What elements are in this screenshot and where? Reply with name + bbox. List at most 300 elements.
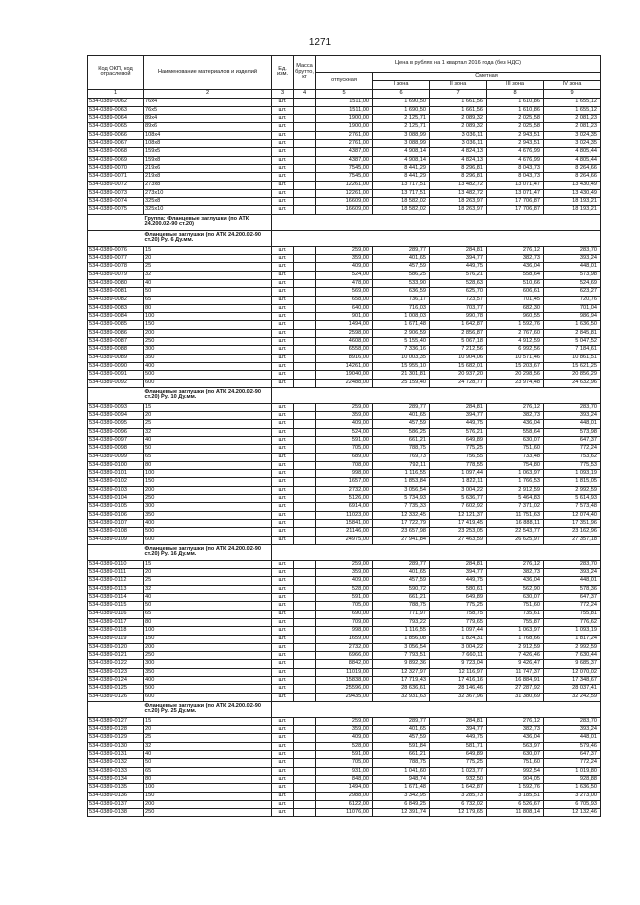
code-cell: 534-0389-0091 [88, 371, 144, 379]
unit-cell: шт. [272, 362, 294, 370]
zone1-price-cell: 586,25 [373, 428, 430, 436]
release-price-cell: 1900,00 [316, 123, 373, 131]
zone2-price-cell: 5 636,77 [430, 495, 487, 503]
unit-cell: шт. [272, 511, 294, 519]
zone2-price-cell: 649,89 [430, 751, 487, 759]
zone1-price-cell: 788,75 [373, 602, 430, 610]
code-cell: 534-0389-0130 [88, 742, 144, 750]
release-price-cell: 259,00 [316, 246, 373, 254]
zone2-price-cell: 778,55 [430, 461, 487, 469]
zone4-price-cell: 578,36 [544, 585, 601, 593]
code-cell: 534-0389-0082 [88, 296, 144, 304]
zone3-price-cell: 558,64 [487, 428, 544, 436]
release-price-cell: 1494,00 [316, 784, 373, 792]
name-cell: 40 [144, 436, 272, 444]
zone4-price-cell: 17 348,67 [544, 677, 601, 685]
table-row [88, 164, 601, 172]
name-cell: 50 [144, 759, 272, 767]
zone2-price-cell: 775,25 [430, 759, 487, 767]
unit-cell: шт. [272, 560, 294, 568]
zone4-price-cell: 20 856,29 [544, 371, 601, 379]
table-row [88, 751, 601, 759]
zone4-price-cell: 1 655,12 [544, 98, 601, 106]
mass-cell [294, 685, 316, 693]
unit-cell: шт. [272, 296, 294, 304]
zone4-price-cell: 18 193,21 [544, 198, 601, 206]
code-cell: 534-0389-0124 [88, 677, 144, 685]
name-cell: 250 [144, 809, 272, 817]
code-cell: 534-0389-0105 [88, 503, 144, 511]
zone1-price-cell: 2 125,71 [373, 123, 430, 131]
name-cell: 219х6 [144, 164, 272, 172]
zone4-price-cell: 10 861,51 [544, 354, 601, 362]
zone1-price-cell: 6 849,25 [373, 800, 430, 808]
mass-cell [294, 511, 316, 519]
zone4-price-cell: 12 070,02 [544, 668, 601, 676]
column-numbers-row [88, 89, 601, 98]
zone2-price-cell: 580,61 [430, 585, 487, 593]
section-code-cell [88, 701, 144, 717]
unit-cell: шт. [272, 279, 294, 287]
zone2-price-cell: 284,81 [430, 403, 487, 411]
release-price-cell: 11076,00 [316, 809, 373, 817]
zone1-price-cell: 8 441,29 [373, 164, 430, 172]
name-cell: 65 [144, 610, 272, 618]
unit-cell: шт. [272, 602, 294, 610]
mass-cell [294, 173, 316, 181]
zone4-price-cell: 2 845,81 [544, 329, 601, 337]
code-cell: 534-0389-0069 [88, 156, 144, 164]
section-code-cell [88, 230, 144, 246]
name-cell: 89х6 [144, 123, 272, 131]
unit-cell: шт. [272, 569, 294, 577]
table-row [88, 627, 601, 635]
zone4-price-cell: 7 573,48 [544, 503, 601, 511]
mass-cell [294, 131, 316, 139]
zone3-price-cell: 436,04 [487, 577, 544, 585]
zone1-price-cell: 289,77 [373, 560, 430, 568]
release-price-cell: 6966,00 [316, 652, 373, 660]
zone1-price-cell: 23 657,98 [373, 528, 430, 536]
code-cell: 534-0389-0074 [88, 198, 144, 206]
header-estimate: Сметная [373, 73, 601, 81]
table-row [88, 403, 601, 411]
table-row [88, 560, 601, 568]
release-price-cell: 2732,00 [316, 486, 373, 494]
table-row [88, 800, 601, 808]
zone3-price-cell: 16 884,91 [487, 677, 544, 685]
zone4-price-cell: 7 630,44 [544, 652, 601, 660]
zone4-price-cell: 13 430,49 [544, 189, 601, 197]
name-cell: 50 [144, 445, 272, 453]
code-cell: 534-0389-0136 [88, 792, 144, 800]
zone4-price-cell: 3 024,35 [544, 131, 601, 139]
code-cell: 534-0389-0063 [88, 106, 144, 114]
unit-cell: шт. [272, 478, 294, 486]
table-row [88, 775, 601, 783]
release-price-cell: 259,00 [316, 403, 373, 411]
unit-cell: шт. [272, 321, 294, 329]
table-row [88, 677, 601, 685]
zone3-price-cell: 682,30 [487, 304, 544, 312]
table-row [88, 189, 601, 197]
zone1-price-cell: 948,74 [373, 775, 430, 783]
mass-cell [294, 445, 316, 453]
name-cell: 250 [144, 495, 272, 503]
zone2-price-cell: 17 419,45 [430, 519, 487, 527]
zone3-price-cell: 20 298,56 [487, 371, 544, 379]
unit-cell: шт. [272, 759, 294, 767]
unit-cell: шт. [272, 148, 294, 156]
zone3-price-cell: 1 766,53 [487, 478, 544, 486]
unit-cell: шт. [272, 470, 294, 478]
zone1-price-cell: 636,59 [373, 288, 430, 296]
zone4-price-cell: 448,01 [544, 263, 601, 271]
zone4-price-cell: 1 093,19 [544, 627, 601, 635]
zone3-price-cell: 436,04 [487, 263, 544, 271]
zone4-price-cell: 12 074,40 [544, 511, 601, 519]
table-row [88, 585, 601, 593]
zone4-price-cell: 4 805,44 [544, 156, 601, 164]
header-zone-1: I зона [373, 81, 430, 89]
zone1-price-cell: 4 908,14 [373, 156, 430, 164]
mass-cell [294, 453, 316, 461]
unit-cell: шт. [272, 627, 294, 635]
release-price-cell: 1659,00 [316, 635, 373, 643]
unit-cell: шт. [272, 379, 294, 387]
unit-cell: шт. [272, 255, 294, 263]
mass-cell [294, 338, 316, 346]
release-price-cell: 1657,00 [316, 478, 373, 486]
unit-cell: шт. [272, 800, 294, 808]
mass-cell [294, 717, 316, 725]
zone2-price-cell: 4 824,13 [430, 156, 487, 164]
zone1-price-cell: 15 955,10 [373, 362, 430, 370]
name-cell: 65 [144, 767, 272, 775]
zone2-price-cell: 27 463,59 [430, 536, 487, 544]
mass-cell [294, 528, 316, 536]
name-cell: 40 [144, 751, 272, 759]
table-row [88, 279, 601, 287]
section-code-cell [88, 387, 144, 403]
zone4-price-cell: 3 273,00 [544, 792, 601, 800]
name-cell: 15 [144, 246, 272, 254]
column-number: 3 [272, 89, 294, 98]
table-row [88, 304, 601, 312]
zone2-price-cell: 1 097,44 [430, 470, 487, 478]
section-header-row [88, 387, 601, 403]
table-row [88, 181, 601, 189]
release-price-cell: 11023,00 [316, 511, 373, 519]
unit-cell: шт. [272, 660, 294, 668]
zone2-price-cell: 394,77 [430, 726, 487, 734]
section-title: Фланцевые заглушки (по АТК 24.200.02-90 ст.20) Ру. 10 Ду.мм. [144, 387, 272, 403]
zone4-price-cell: 647,37 [544, 594, 601, 602]
zone1-price-cell: 769,73 [373, 453, 430, 461]
header-price-title: Цена в рублях на 1 квартал 2016 года (без НДС) [316, 56, 601, 73]
zone4-price-cell: 17 351,96 [544, 519, 601, 527]
zone2-price-cell: 394,77 [430, 569, 487, 577]
release-price-cell: 19040,00 [316, 371, 373, 379]
release-price-cell: 409,00 [316, 263, 373, 271]
code-cell: 534-0389-0095 [88, 420, 144, 428]
column-number: 6 [373, 89, 430, 98]
table-row [88, 453, 601, 461]
name-cell: 150 [144, 321, 272, 329]
code-cell: 534-0389-0068 [88, 148, 144, 156]
zone2-price-cell: 3 036,11 [430, 131, 487, 139]
unit-cell: шт. [272, 140, 294, 148]
unit-cell: шт. [272, 123, 294, 131]
code-cell: 534-0389-0084 [88, 313, 144, 321]
mass-cell [294, 767, 316, 775]
zone4-price-cell: 283,70 [544, 403, 601, 411]
zone3-price-cell: 563,97 [487, 742, 544, 750]
code-cell: 534-0389-0098 [88, 445, 144, 453]
zone4-price-cell: 928,88 [544, 775, 601, 783]
zone3-price-cell: 382,73 [487, 255, 544, 263]
unit-cell: шт. [272, 594, 294, 602]
zone3-price-cell: 22 543,77 [487, 528, 544, 536]
unit-cell: шт. [272, 519, 294, 527]
release-price-cell: 848,00 [316, 775, 373, 783]
name-cell: 32 [144, 742, 272, 750]
zone3-price-cell: 17 706,87 [487, 198, 544, 206]
header-code: Код ОКП, код отраслевой [88, 56, 144, 90]
zone2-price-cell: 18 263,97 [430, 206, 487, 214]
zone4-price-cell: 775,53 [544, 461, 601, 469]
name-cell: 600 [144, 693, 272, 701]
section-empty-cell [272, 544, 601, 560]
code-cell: 534-0389-0133 [88, 767, 144, 775]
zone1-price-cell: 10 003,35 [373, 354, 430, 362]
zone3-price-cell: 992,54 [487, 767, 544, 775]
zone4-price-cell: 283,70 [544, 246, 601, 254]
name-cell: 300 [144, 346, 272, 354]
zone4-price-cell: 986,94 [544, 313, 601, 321]
zone2-price-cell: 449,75 [430, 420, 487, 428]
name-cell: 350 [144, 354, 272, 362]
mass-cell [294, 759, 316, 767]
name-cell: 500 [144, 528, 272, 536]
name-cell: 150 [144, 635, 272, 643]
zone4-price-cell: 448,01 [544, 734, 601, 742]
zone2-price-cell: 7 602,92 [430, 503, 487, 511]
release-price-cell: 705,00 [316, 759, 373, 767]
mass-cell [294, 742, 316, 750]
zone1-price-cell: 3 088,99 [373, 140, 430, 148]
mass-cell [294, 809, 316, 817]
code-cell: 534-0389-0065 [88, 123, 144, 131]
mass-cell [294, 594, 316, 602]
table-row [88, 685, 601, 693]
code-cell: 534-0389-0102 [88, 478, 144, 486]
zone3-price-cell: 276,12 [487, 717, 544, 725]
column-number: 9 [544, 89, 601, 98]
zone3-price-cell: 754,80 [487, 461, 544, 469]
zone3-price-cell: 751,60 [487, 759, 544, 767]
release-price-cell: 2761,00 [316, 140, 373, 148]
zone3-price-cell: 9 426,47 [487, 660, 544, 668]
zone1-price-cell: 590,72 [373, 585, 430, 593]
zone1-price-cell: 18 582,02 [373, 198, 430, 206]
zone2-price-cell: 3 004,22 [430, 486, 487, 494]
table-row [88, 445, 601, 453]
zone4-price-cell: 755,81 [544, 610, 601, 618]
zone1-price-cell: 788,75 [373, 759, 430, 767]
name-cell: 108х4 [144, 131, 272, 139]
table-row [88, 412, 601, 420]
mass-cell [294, 329, 316, 337]
zone4-price-cell: 647,37 [544, 751, 601, 759]
mass-cell [294, 140, 316, 148]
zone1-price-cell: 1 116,55 [373, 470, 430, 478]
release-price-cell: 15838,00 [316, 677, 373, 685]
mass-cell [294, 660, 316, 668]
zone3-price-cell: 558,64 [487, 271, 544, 279]
zone2-price-cell: 1 097,44 [430, 627, 487, 635]
table-row [88, 313, 601, 321]
code-cell: 534-0389-0111 [88, 569, 144, 577]
mass-cell [294, 156, 316, 164]
unit-cell: шт. [272, 371, 294, 379]
zone2-price-cell: 9 723,04 [430, 660, 487, 668]
unit-cell: шт. [272, 668, 294, 676]
name-cell: 200 [144, 486, 272, 494]
mass-cell [294, 602, 316, 610]
unit-cell: шт. [272, 577, 294, 585]
section-title: Группа: Фланцевые заглушки (по АТК 24.200.02-90 ст.20) [144, 214, 272, 230]
unit-cell: шт. [272, 461, 294, 469]
column-number: 8 [487, 89, 544, 98]
unit-cell: шт. [272, 156, 294, 164]
header-zone-3: III зона [487, 81, 544, 89]
mass-cell [294, 577, 316, 585]
zone4-price-cell: 23 162,96 [544, 528, 601, 536]
name-cell: 32 [144, 585, 272, 593]
mass-cell [294, 206, 316, 214]
header-unit: Ед. изм. [272, 56, 294, 90]
column-number: 7 [430, 89, 487, 98]
mass-cell [294, 436, 316, 444]
name-cell: 65 [144, 296, 272, 304]
zone2-price-cell: 576,21 [430, 271, 487, 279]
table-row [88, 296, 601, 304]
code-cell: 534-0389-0092 [88, 379, 144, 387]
zone2-price-cell: 528,63 [430, 279, 487, 287]
zone1-price-cell: 9 892,36 [373, 660, 430, 668]
zone2-price-cell: 932,50 [430, 775, 487, 783]
code-cell: 534-0389-0127 [88, 717, 144, 725]
unit-cell: шт. [272, 767, 294, 775]
zone3-price-cell: 1 063,97 [487, 470, 544, 478]
release-price-cell: 359,00 [316, 412, 373, 420]
unit-cell: шт. [272, 263, 294, 271]
zone1-price-cell: 17 722,79 [373, 519, 430, 527]
zone2-price-cell: 7 212,56 [430, 346, 487, 354]
zone2-price-cell: 4 824,13 [430, 148, 487, 156]
unit-cell: шт. [272, 726, 294, 734]
code-cell: 534-0389-0100 [88, 461, 144, 469]
name-cell: 500 [144, 685, 272, 693]
table-row [88, 809, 601, 817]
zone3-price-cell: 10 571,46 [487, 354, 544, 362]
zone2-price-cell: 12 116,97 [430, 668, 487, 676]
zone1-price-cell: 2 125,71 [373, 115, 430, 123]
zone3-price-cell: 960,55 [487, 313, 544, 321]
table-row [88, 354, 601, 362]
section-header-row [88, 214, 601, 230]
name-cell: 32 [144, 271, 272, 279]
zone4-price-cell: 701,04 [544, 304, 601, 312]
name-cell: 200 [144, 800, 272, 808]
unit-cell: шт. [272, 677, 294, 685]
table-row [88, 206, 601, 214]
zone1-price-cell: 1 671,48 [373, 784, 430, 792]
zone3-price-cell: 735,61 [487, 610, 544, 618]
unit-cell: шт. [272, 610, 294, 618]
unit-cell: шт. [272, 652, 294, 660]
table-row [88, 726, 601, 734]
zone4-price-cell: 1 019,80 [544, 767, 601, 775]
mass-cell [294, 503, 316, 511]
table-row [88, 536, 601, 544]
code-cell: 534-0389-0076 [88, 246, 144, 254]
zone3-price-cell: 6 526,67 [487, 800, 544, 808]
release-price-cell: 409,00 [316, 734, 373, 742]
release-price-cell: 259,00 [316, 717, 373, 725]
zone1-price-cell: 457,59 [373, 420, 430, 428]
code-cell: 534-0389-0096 [88, 428, 144, 436]
table-row [88, 246, 601, 254]
section-header-row [88, 701, 601, 717]
code-cell: 534-0389-0125 [88, 685, 144, 693]
unit-cell: шт. [272, 173, 294, 181]
name-cell: 100 [144, 784, 272, 792]
name-cell: 325х8 [144, 198, 272, 206]
zone4-price-cell: 283,70 [544, 717, 601, 725]
unit-cell: шт. [272, 313, 294, 321]
zone4-price-cell: 573,98 [544, 271, 601, 279]
table-row [88, 140, 601, 148]
table-row [88, 503, 601, 511]
unit-cell: шт. [272, 734, 294, 742]
mass-cell [294, 569, 316, 577]
code-cell: 534-0389-0119 [88, 635, 144, 643]
release-price-cell: 359,00 [316, 255, 373, 263]
zone4-price-cell: 2 992,59 [544, 486, 601, 494]
zone1-price-cell: 18 582,02 [373, 206, 430, 214]
unit-cell: шт. [272, 271, 294, 279]
zone4-price-cell: 524,69 [544, 279, 601, 287]
zone1-price-cell: 289,77 [373, 717, 430, 725]
zone3-price-cell: 2 943,51 [487, 131, 544, 139]
zone3-price-cell: 1 063,97 [487, 627, 544, 635]
mass-cell [294, 536, 316, 544]
section-empty-cell [272, 701, 601, 717]
name-cell: 350 [144, 511, 272, 519]
unit-cell: шт. [272, 792, 294, 800]
code-cell: 534-0389-0077 [88, 255, 144, 263]
name-cell: 20 [144, 255, 272, 263]
zone2-price-cell: 28 146,46 [430, 685, 487, 693]
zone4-price-cell: 2 081,23 [544, 123, 601, 131]
code-cell: 534-0389-0067 [88, 140, 144, 148]
header-mass: Масса брутто, кг [294, 56, 316, 90]
zone2-price-cell: 3 285,73 [430, 792, 487, 800]
unit-cell: шт. [272, 338, 294, 346]
zone1-price-cell: 771,97 [373, 610, 430, 618]
